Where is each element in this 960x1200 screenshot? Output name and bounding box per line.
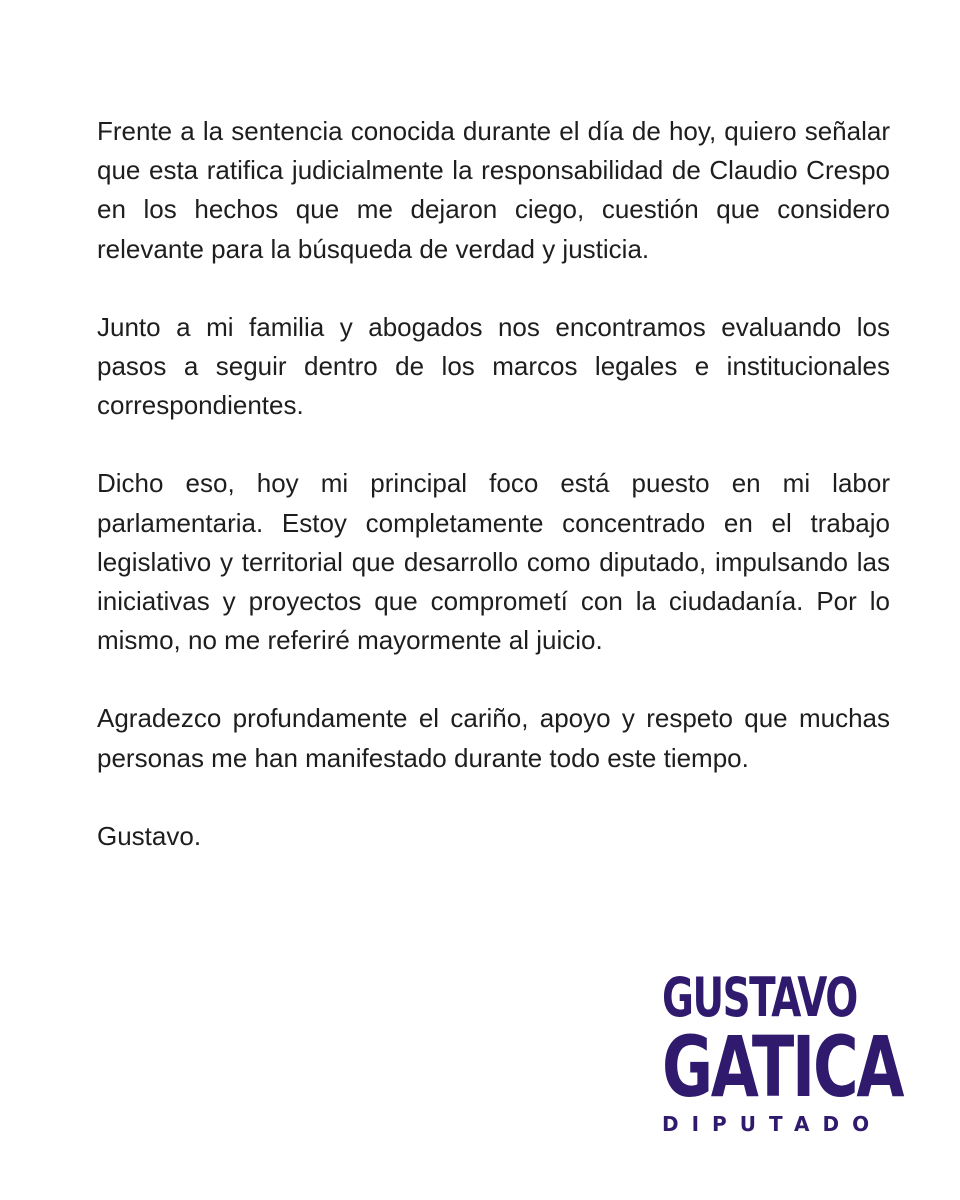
paragraph-parliamentary-focus: Dicho eso, hoy mi principal foco está puesto en mi labor parlamentaria. Estoy completamente concentrado en el trabajo legislativo y territorial que desarrollo como diputado, impulsando las iniciativas y proyectos que comprometí con la ciudadanía. Por lo mismo, no me referiré mayormente al juicio. bbox=[97, 468, 890, 656]
gustavo-gatica-logo bbox=[662, 966, 903, 1136]
signoff: Gustavo. bbox=[97, 820, 202, 851]
paragraph-sentence: Frente a la sentencia conocida durante el día de hoy, quiero señalar que esta ratifica judicialmente la responsabilidad de Claudio Crespo en los hechos que me dejaron ciego, cuestión que considero relevante para la búsqueda de verdad y justicia. bbox=[97, 116, 890, 264]
logo-last-name: GATICA bbox=[662, 1018, 903, 1116]
paragraph-next-steps: Junto a mi familia y abogados nos encontramos evaluando los pasos a seguir dentro de los marcos legales e institucionales correspondientes. bbox=[97, 311, 890, 421]
paragraph-gratitude: Agradezco profundamente el cariño, apoyo y respeto que muchas personas me han manifestado durante todo este tiempo. bbox=[97, 703, 890, 773]
statement-letter bbox=[97, 112, 890, 856]
logo-first-name: GUSTAVO bbox=[662, 966, 857, 1029]
logo-title: DIPUTADO bbox=[662, 1112, 883, 1136]
